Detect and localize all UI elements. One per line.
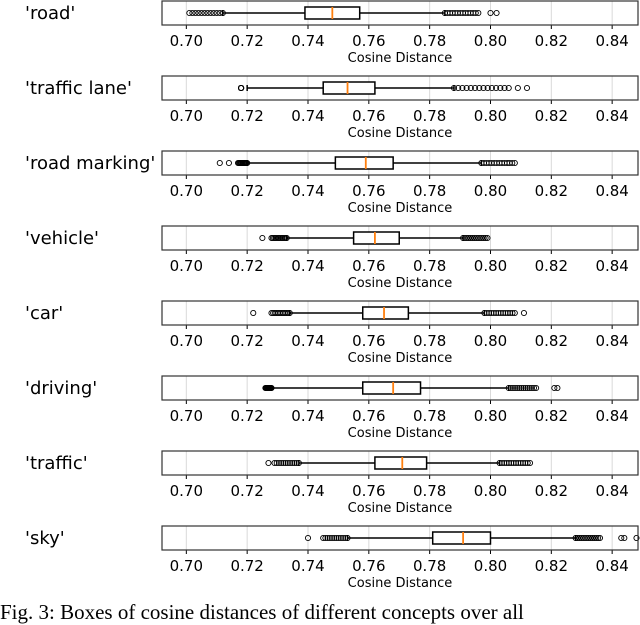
x-tick-label: 0.82: [534, 32, 569, 50]
x-tick-label: 0.76: [352, 257, 386, 275]
iqr-box: [335, 157, 393, 169]
x-tick-label: 0.78: [412, 257, 447, 275]
x-tick-label: 0.78: [412, 107, 447, 125]
outlier-point: [251, 310, 256, 315]
x-tick-label: 0.82: [534, 107, 569, 125]
x-tick-label: 0.70: [169, 482, 204, 500]
category-label: 'vehicle': [25, 228, 100, 249]
x-tick-label: 0.78: [412, 482, 447, 500]
category-label: 'driving': [25, 378, 98, 399]
x-tick-label: 0.82: [534, 407, 569, 425]
x-tick-label: 0.76: [352, 32, 386, 50]
x-tick-label: 0.70: [169, 407, 204, 425]
x-tick-label: 0.82: [534, 182, 569, 200]
x-tick-label: 0.84: [595, 107, 629, 125]
panel-3: [25, 226, 638, 291]
outlier-point: [260, 235, 265, 240]
outlier-point: [226, 160, 231, 165]
x-tick-label: 0.80: [473, 107, 508, 125]
category-label: 'road': [25, 3, 76, 24]
x-tick-label: 0.72: [230, 107, 264, 125]
x-axis-label: Cosine Distance: [347, 51, 453, 66]
x-tick-label: 0.80: [473, 32, 508, 50]
iqr-box: [363, 307, 409, 319]
category-label: 'car': [25, 303, 64, 324]
category-label: 'traffic': [25, 453, 88, 474]
iqr-box: [433, 532, 491, 544]
x-tick-label: 0.84: [595, 557, 629, 575]
category-label: 'sky': [25, 528, 65, 549]
panel-5: [25, 376, 638, 441]
panel-1: [25, 76, 638, 141]
panel-4: [25, 301, 638, 366]
outlier-point: [524, 85, 529, 90]
x-tick-label: 0.84: [595, 482, 629, 500]
x-tick-label: 0.78: [412, 32, 447, 50]
panel-2: [25, 151, 638, 216]
x-tick-label: 0.76: [352, 332, 386, 350]
figure-caption: Fig. 3: Boxes of cosine distances of different concepts over all: [0, 600, 524, 624]
x-tick-label: 0.78: [412, 557, 447, 575]
outlier-point: [494, 10, 499, 15]
x-tick-label: 0.72: [230, 182, 264, 200]
x-tick-label: 0.84: [595, 332, 629, 350]
outlier-point: [238, 85, 243, 90]
x-tick-label: 0.80: [473, 407, 508, 425]
x-tick-label: 0.80: [473, 557, 508, 575]
x-tick-label: 0.74: [291, 557, 325, 575]
x-axis-label: Cosine Distance: [347, 351, 453, 366]
x-tick-label: 0.74: [291, 182, 325, 200]
x-tick-label: 0.84: [595, 257, 629, 275]
x-tick-label: 0.70: [169, 182, 204, 200]
x-tick-label: 0.70: [169, 332, 204, 350]
x-tick-label: 0.84: [595, 407, 629, 425]
x-axis-label: Cosine Distance: [347, 576, 453, 591]
x-tick-label: 0.72: [230, 407, 264, 425]
iqr-box: [375, 457, 427, 469]
x-tick-label: 0.82: [534, 257, 569, 275]
x-axis-label: Cosine Distance: [347, 126, 453, 141]
x-tick-label: 0.78: [412, 182, 447, 200]
x-tick-label: 0.70: [169, 257, 204, 275]
x-tick-label: 0.72: [230, 332, 264, 350]
x-tick-label: 0.74: [291, 257, 325, 275]
x-axis-label: Cosine Distance: [347, 201, 453, 216]
category-label: 'road marking': [25, 153, 156, 174]
x-tick-label: 0.70: [169, 557, 204, 575]
x-tick-label: 0.74: [291, 32, 325, 50]
x-tick-label: 0.80: [473, 182, 508, 200]
x-tick-label: 0.78: [412, 407, 447, 425]
x-tick-label: 0.70: [169, 32, 204, 50]
x-axis-label: Cosine Distance: [347, 426, 453, 441]
x-tick-label: 0.78: [412, 332, 447, 350]
panel-7: [25, 526, 639, 591]
panel-6: [25, 451, 638, 516]
x-tick-label: 0.82: [534, 332, 569, 350]
outlier-point: [217, 160, 222, 165]
iqr-box: [363, 382, 421, 394]
x-tick-label: 0.74: [291, 107, 325, 125]
x-tick-label: 0.76: [352, 107, 386, 125]
x-tick-label: 0.80: [473, 482, 508, 500]
x-tick-label: 0.84: [595, 182, 629, 200]
x-tick-label: 0.72: [230, 482, 264, 500]
x-tick-label: 0.76: [352, 482, 386, 500]
x-tick-label: 0.72: [230, 257, 264, 275]
outlier-point: [266, 460, 271, 465]
x-tick-label: 0.72: [230, 557, 264, 575]
x-tick-label: 0.76: [352, 182, 386, 200]
category-label: 'traffic lane': [25, 78, 132, 99]
x-tick-label: 0.74: [291, 332, 325, 350]
x-axis-label: Cosine Distance: [347, 501, 453, 516]
x-tick-label: 0.84: [595, 32, 629, 50]
x-axis-label: Cosine Distance: [347, 276, 453, 291]
x-tick-label: 0.76: [352, 407, 386, 425]
outlier-point: [521, 310, 526, 315]
x-tick-label: 0.80: [473, 332, 508, 350]
outlier-point: [515, 85, 520, 90]
x-tick-label: 0.70: [169, 107, 204, 125]
x-tick-label: 0.82: [534, 557, 569, 575]
panel-0: [25, 1, 638, 66]
x-tick-label: 0.72: [230, 32, 264, 50]
x-tick-label: 0.76: [352, 557, 386, 575]
x-tick-label: 0.80: [473, 257, 508, 275]
x-tick-label: 0.74: [291, 482, 325, 500]
iqr-box: [323, 82, 375, 94]
x-tick-label: 0.82: [534, 482, 569, 500]
x-tick-label: 0.74: [291, 407, 325, 425]
iqr-box: [354, 232, 400, 244]
